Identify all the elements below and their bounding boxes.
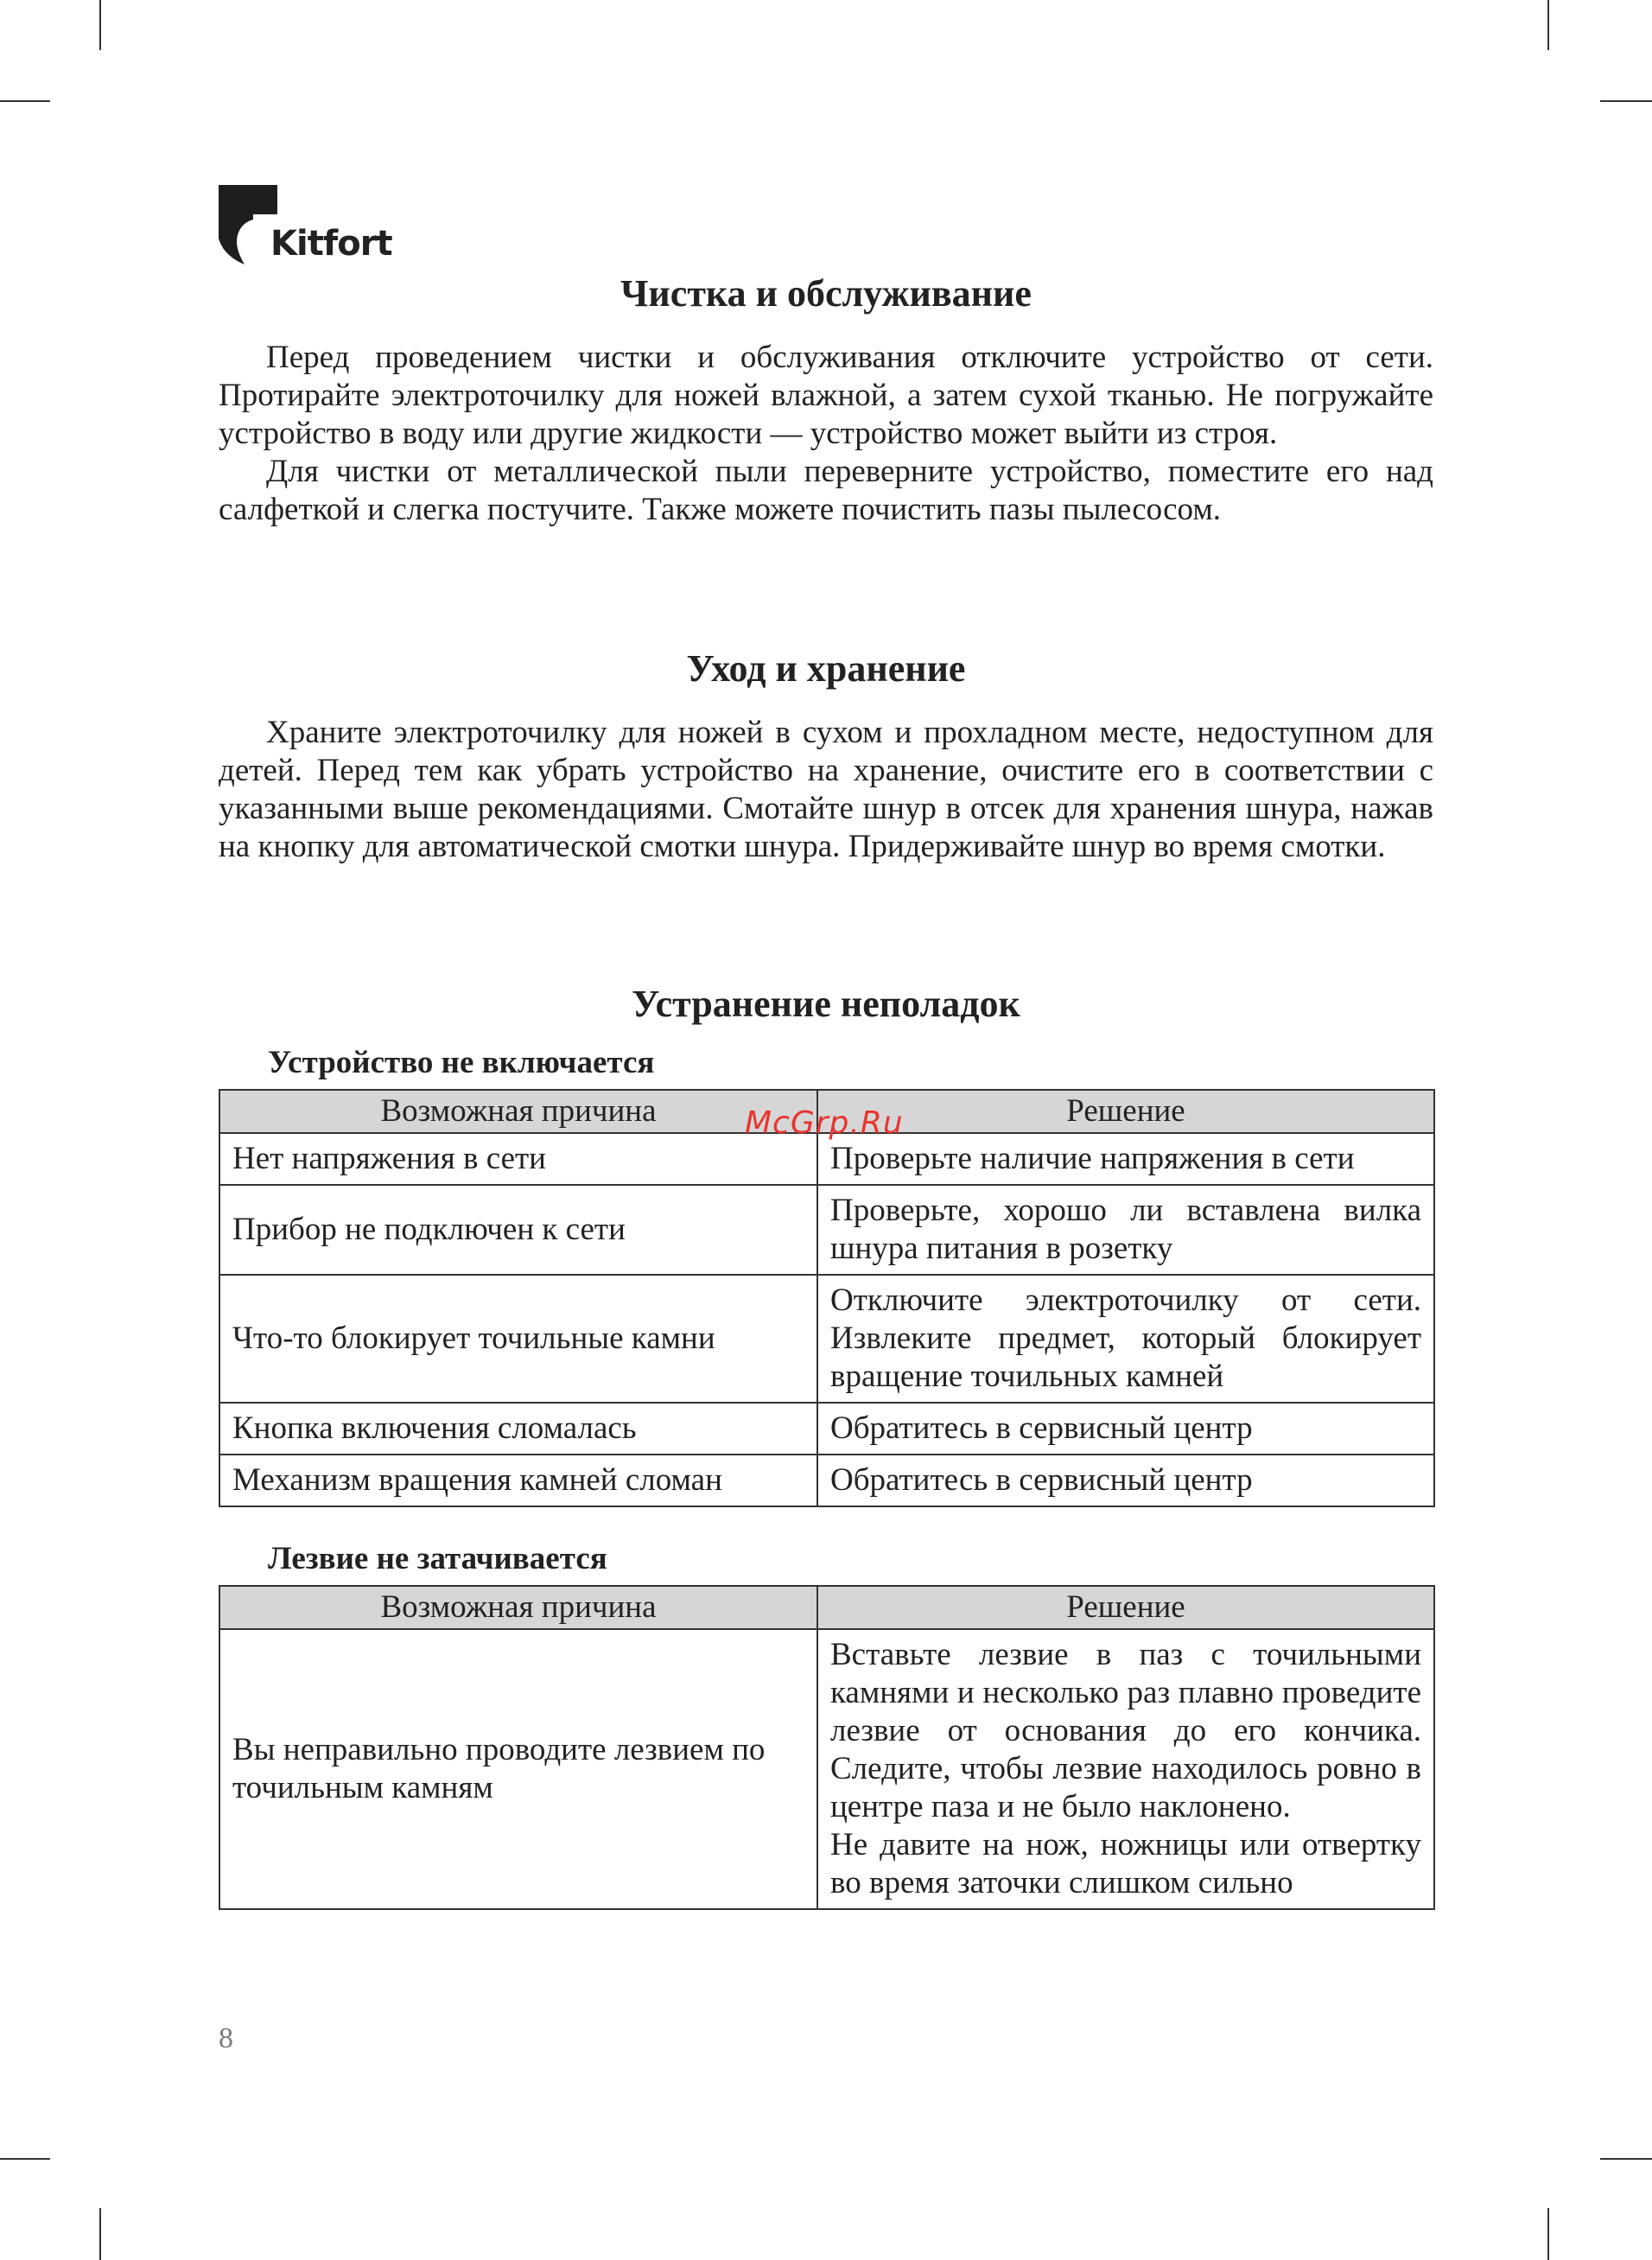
solution-cell: Проверьте, хорошо ли вставлена вилка шнура питания в розетку (817, 1185, 1434, 1275)
crop-mark-top-left-h (0, 100, 50, 102)
column-header-cause: Возможная причина (219, 1090, 817, 1133)
table-row (219, 1403, 1434, 1455)
crop-mark-top-right-h (1600, 100, 1652, 102)
solution-cell: Проверьте наличие напряжения в сети (817, 1133, 1434, 1185)
column-header-solution: Решение (817, 1090, 1434, 1133)
solution-cell: Обратитесь в сервисный центр (817, 1403, 1434, 1455)
solution-extra-text: Не давите на нож, ножницы или отвертку во время заточки слишком сильно (830, 1827, 1421, 1901)
cause-cell: Прибор не подключен к сети (219, 1185, 817, 1275)
solution-cell: Отключите электроточилку от сети. Извлеките предмет, который блокирует вращение точильных камней (817, 1275, 1434, 1403)
table-1-heading: Устройство не включается (268, 1045, 655, 1081)
table-row (219, 1185, 1434, 1275)
watermark-text: McGrp.Ru (745, 1105, 904, 1141)
cleaning-paragraph-2: Для чистки от металлической пыли переверните устройство, поместите его над салфеткой и слегка постучите. Также можете почистить пазы пылесосом. (219, 454, 1433, 528)
cleaning-title: Чистка и обслуживание (620, 272, 1032, 315)
brand-logo (219, 185, 391, 271)
table-row (219, 1133, 1434, 1185)
crop-mark-bottom-left-h (0, 2158, 50, 2160)
troubleshooting-table-2 (219, 1585, 1435, 1910)
column-header-cause: Возможная причина (219, 1586, 817, 1629)
table-row (219, 1275, 1434, 1403)
brand-name: Kitfort (270, 224, 392, 264)
table-header-row (219, 1586, 1434, 1629)
cleaning-paragraph-1: Перед проведением чистки и обслуживания отключите устройство от сети. Протирайте электроточилку для ножей влажной, а затем сухой тканью. Не погружайте устройство в воду или другие жидкости — устройство может выйти из строя. (219, 340, 1433, 452)
crop-mark-bottom-right (1547, 2208, 1549, 2260)
storage-paragraph-1: Храните электроточилку для ножей в сухом и прохладном месте, недоступном для детей. Перед тем как убрать устройство на хранение, очистите его в соответствии с указанными выше рекомендациями. Смотайте шнур в отсек для хранения шнура, нажав на кнопку для автоматической смотки шнура. Придерживайте шнур во время смотки. (219, 715, 1433, 865)
cleaning-section (219, 273, 1433, 529)
solution-text: Вставьте лезвие в паз с точильными камнями и несколько раз плавно проведите лезвие от основания до его кончика. Следите, чтобы лезвие находилось ровно в центре паза и не было наклонено. (830, 1637, 1421, 1825)
solution-cell (817, 1629, 1434, 1909)
column-header-solution: Решение (817, 1586, 1434, 1629)
cause-cell: Механизм вращения камней сломан (219, 1455, 817, 1506)
crop-mark-bottom-left (99, 2208, 101, 2260)
cause-cell: Нет напряжения в сети (219, 1133, 817, 1185)
table-row (219, 1629, 1434, 1909)
cause-cell: Что-то блокирует точильные камни (219, 1275, 817, 1403)
troubleshooting-table-1 (219, 1089, 1435, 1507)
table-2-heading: Лезвие не затачивается (268, 1541, 607, 1577)
cause-cell: Вы неправильно проводите лезвием по точильным камням (219, 1629, 817, 1909)
storage-title: Уход и хранение (686, 647, 966, 690)
crop-mark-top-right (1547, 0, 1549, 50)
troubleshooting-title: Устранение неполадок (632, 983, 1020, 1025)
storage-section (219, 648, 1433, 866)
crop-mark-top-left (99, 0, 101, 50)
cause-cell: Кнопка включения сломалась (219, 1403, 817, 1455)
solution-cell: Обратитесь в сервисный центр (817, 1455, 1434, 1506)
crop-mark-bottom-right-h (1600, 2158, 1652, 2160)
page-number: 8 (219, 2022, 233, 2054)
table-row (219, 1455, 1434, 1506)
